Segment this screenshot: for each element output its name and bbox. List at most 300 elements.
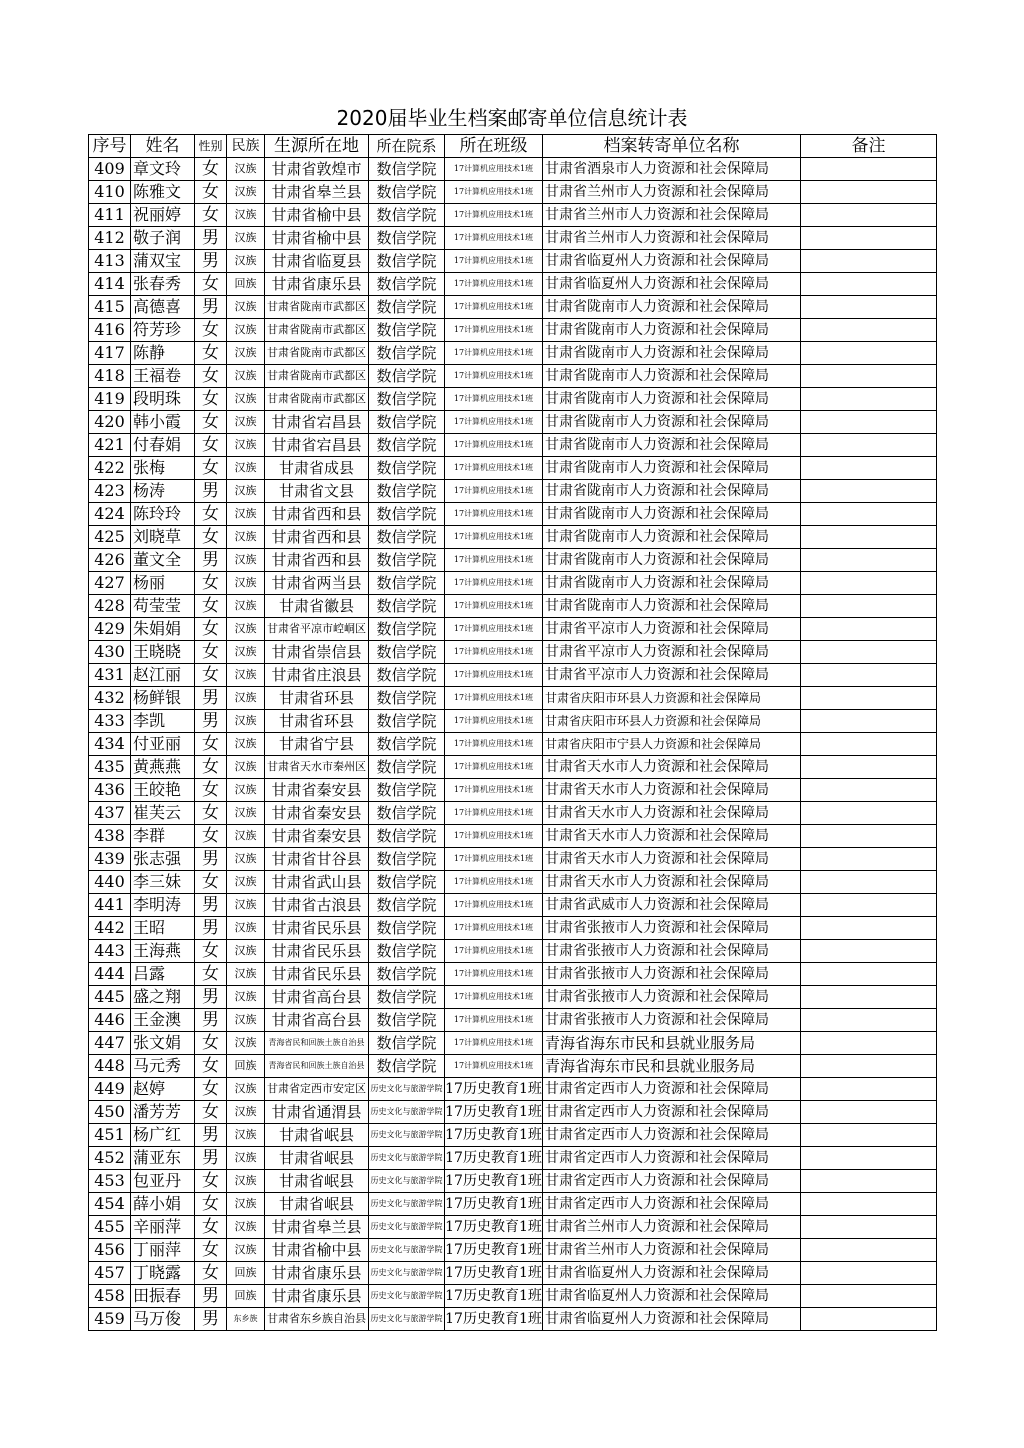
origin-place: 甘肃省陇南市武都区 (265, 342, 369, 365)
class-name: 17计算机应用技术1班 (445, 526, 543, 549)
table-row (89, 158, 937, 181)
class-name: 17计算机应用技术1班 (445, 480, 543, 503)
origin-place: 甘肃省秦安县 (265, 802, 369, 825)
class-name: 17计算机应用技术1班 (445, 296, 543, 319)
row-number: 411 (89, 204, 131, 227)
ethnicity: 汉族 (227, 204, 265, 227)
remark (801, 1101, 937, 1124)
student-name: 蒲双宝 (131, 250, 195, 273)
origin-place: 甘肃省秦安县 (265, 779, 369, 802)
archive-unit: 甘肃省兰州市人力资源和社会保障局 (543, 1239, 801, 1262)
table-row (89, 1285, 937, 1308)
remark (801, 503, 937, 526)
department: 历史文化与旅游学院 (369, 1124, 445, 1147)
col-header: 备注 (801, 135, 937, 158)
archive-unit: 甘肃省定西市人力资源和社会保障局 (543, 1101, 801, 1124)
ethnicity: 汉族 (227, 917, 265, 940)
origin-place: 甘肃省平凉市崆峒区 (265, 618, 369, 641)
student-name: 杨涛 (131, 480, 195, 503)
origin-place: 甘肃省民乐县 (265, 940, 369, 963)
table-row (89, 1055, 937, 1078)
department: 数信学院 (369, 227, 445, 250)
student-name: 刘晓草 (131, 526, 195, 549)
origin-place: 甘肃省民乐县 (265, 917, 369, 940)
remark (801, 1009, 937, 1032)
archive-unit: 甘肃省张掖市人力资源和社会保障局 (543, 917, 801, 940)
row-number: 459 (89, 1308, 131, 1331)
ethnicity: 汉族 (227, 595, 265, 618)
department: 历史文化与旅游学院 (369, 1308, 445, 1331)
archive-unit: 甘肃省临夏州人力资源和社会保障局 (543, 1262, 801, 1285)
gender: 女 (195, 434, 227, 457)
row-number: 444 (89, 963, 131, 986)
row-number: 451 (89, 1124, 131, 1147)
row-number: 458 (89, 1285, 131, 1308)
origin-place: 甘肃省皋兰县 (265, 181, 369, 204)
archive-unit: 甘肃省定西市人力资源和社会保障局 (543, 1147, 801, 1170)
class-name: 17计算机应用技术1班 (445, 181, 543, 204)
student-name: 高德喜 (131, 296, 195, 319)
ethnicity: 汉族 (227, 572, 265, 595)
ethnicity: 汉族 (227, 1216, 265, 1239)
class-name: 17计算机应用技术1班 (445, 825, 543, 848)
table-row (89, 779, 937, 802)
origin-place: 甘肃省榆中县 (265, 204, 369, 227)
class-name: 17计算机应用技术1班 (445, 319, 543, 342)
archive-unit: 甘肃省武威市人力资源和社会保障局 (543, 894, 801, 917)
department: 数信学院 (369, 365, 445, 388)
class-name: 17计算机应用技术1班 (445, 273, 543, 296)
remark (801, 963, 937, 986)
department: 数信学院 (369, 319, 445, 342)
remark (801, 158, 937, 181)
origin-place: 甘肃省定西市安定区 (265, 1078, 369, 1101)
archive-unit: 甘肃省定西市人力资源和社会保障局 (543, 1170, 801, 1193)
origin-place: 青海省民和回族土族自治县 (265, 1055, 369, 1078)
col-header: 性别 (195, 135, 227, 158)
remark (801, 572, 937, 595)
gender: 女 (195, 342, 227, 365)
origin-place: 甘肃省古浪县 (265, 894, 369, 917)
student-name: 丁丽萍 (131, 1239, 195, 1262)
table-row (89, 1239, 937, 1262)
row-number: 417 (89, 342, 131, 365)
remark (801, 986, 937, 1009)
class-name: 17计算机应用技术1班 (445, 434, 543, 457)
remark (801, 1262, 937, 1285)
student-name: 赵婷 (131, 1078, 195, 1101)
department: 历史文化与旅游学院 (369, 1262, 445, 1285)
row-number: 429 (89, 618, 131, 641)
gender: 男 (195, 480, 227, 503)
ethnicity: 汉族 (227, 250, 265, 273)
row-number: 418 (89, 365, 131, 388)
class-name: 17计算机应用技术1班 (445, 342, 543, 365)
student-name: 吕露 (131, 963, 195, 986)
row-number: 414 (89, 273, 131, 296)
gender: 男 (195, 1009, 227, 1032)
remark (801, 181, 937, 204)
table-row (89, 480, 937, 503)
table-row (89, 250, 937, 273)
archive-unit: 甘肃省临夏州人力资源和社会保障局 (543, 273, 801, 296)
department: 数信学院 (369, 733, 445, 756)
remark (801, 1078, 937, 1101)
table-row (89, 1101, 937, 1124)
archive-unit: 甘肃省酒泉市人力资源和社会保障局 (543, 158, 801, 181)
class-name: 17计算机应用技术1班 (445, 871, 543, 894)
ethnicity: 汉族 (227, 388, 265, 411)
remark (801, 319, 937, 342)
archive-unit: 甘肃省天水市人力资源和社会保障局 (543, 871, 801, 894)
student-name: 王晓晓 (131, 641, 195, 664)
table-row (89, 296, 937, 319)
gender: 女 (195, 503, 227, 526)
student-name: 韩小霞 (131, 411, 195, 434)
origin-place: 甘肃省庄浪县 (265, 664, 369, 687)
ethnicity: 汉族 (227, 1009, 265, 1032)
department: 数信学院 (369, 963, 445, 986)
class-name: 17计算机应用技术1班 (445, 779, 543, 802)
gender: 男 (195, 1124, 227, 1147)
class-name: 17计算机应用技术1班 (445, 549, 543, 572)
row-number: 445 (89, 986, 131, 1009)
department: 数信学院 (369, 158, 445, 181)
student-name: 敬子润 (131, 227, 195, 250)
gender: 女 (195, 641, 227, 664)
ethnicity: 汉族 (227, 296, 265, 319)
table-row (89, 687, 937, 710)
row-number: 409 (89, 158, 131, 181)
ethnicity: 回族 (227, 1262, 265, 1285)
table-body (89, 158, 937, 1331)
student-name: 朱娟娟 (131, 618, 195, 641)
remark (801, 940, 937, 963)
row-number: 422 (89, 457, 131, 480)
archive-unit: 甘肃省天水市人力资源和社会保障局 (543, 756, 801, 779)
ethnicity: 汉族 (227, 664, 265, 687)
row-number: 424 (89, 503, 131, 526)
row-number: 428 (89, 595, 131, 618)
archive-unit: 甘肃省陇南市人力资源和社会保障局 (543, 549, 801, 572)
remark (801, 848, 937, 871)
student-name: 蒲亚东 (131, 1147, 195, 1170)
origin-place: 甘肃省敦煌市 (265, 158, 369, 181)
archive-unit: 甘肃省天水市人力资源和社会保障局 (543, 825, 801, 848)
class-name: 17历史教育1班 (445, 1239, 543, 1262)
row-number: 456 (89, 1239, 131, 1262)
row-number: 442 (89, 917, 131, 940)
archive-unit: 甘肃省兰州市人力资源和社会保障局 (543, 1216, 801, 1239)
ethnicity: 汉族 (227, 319, 265, 342)
department: 历史文化与旅游学院 (369, 1147, 445, 1170)
department: 历史文化与旅游学院 (369, 1078, 445, 1101)
class-name: 17计算机应用技术1班 (445, 664, 543, 687)
gender: 女 (195, 1262, 227, 1285)
ethnicity: 汉族 (227, 411, 265, 434)
gender: 男 (195, 1147, 227, 1170)
row-number: 432 (89, 687, 131, 710)
class-name: 17历史教育1班 (445, 1101, 543, 1124)
gender: 女 (195, 1032, 227, 1055)
origin-place: 甘肃省通渭县 (265, 1101, 369, 1124)
remark (801, 227, 937, 250)
gender: 女 (195, 825, 227, 848)
remark (801, 687, 937, 710)
department: 数信学院 (369, 1032, 445, 1055)
ethnicity: 汉族 (227, 365, 265, 388)
class-name: 17历史教育1班 (445, 1285, 543, 1308)
department: 数信学院 (369, 411, 445, 434)
remark (801, 549, 937, 572)
col-header: 民族 (227, 135, 265, 158)
col-header: 姓名 (131, 135, 195, 158)
ethnicity: 汉族 (227, 503, 265, 526)
table-row (89, 1193, 937, 1216)
archive-unit: 甘肃省兰州市人力资源和社会保障局 (543, 181, 801, 204)
gender: 男 (195, 250, 227, 273)
gender: 女 (195, 1193, 227, 1216)
student-name: 黄燕燕 (131, 756, 195, 779)
gender: 男 (195, 848, 227, 871)
student-name: 马元秀 (131, 1055, 195, 1078)
ethnicity: 汉族 (227, 480, 265, 503)
col-header: 档案转寄单位名称 (543, 135, 801, 158)
class-name: 17计算机应用技术1班 (445, 733, 543, 756)
department: 数信学院 (369, 480, 445, 503)
archive-table (88, 134, 937, 1331)
remark (801, 1124, 937, 1147)
row-number: 440 (89, 871, 131, 894)
gender: 女 (195, 273, 227, 296)
table-row (89, 227, 937, 250)
ethnicity: 汉族 (227, 1032, 265, 1055)
class-name: 17计算机应用技术1班 (445, 503, 543, 526)
department: 历史文化与旅游学院 (369, 1170, 445, 1193)
origin-place: 甘肃省康乐县 (265, 1262, 369, 1285)
row-number: 447 (89, 1032, 131, 1055)
class-name: 17历史教育1班 (445, 1262, 543, 1285)
table-row (89, 641, 937, 664)
department: 数信学院 (369, 342, 445, 365)
class-name: 17计算机应用技术1班 (445, 227, 543, 250)
remark (801, 1055, 937, 1078)
department: 数信学院 (369, 756, 445, 779)
origin-place: 甘肃省崇信县 (265, 641, 369, 664)
gender: 女 (195, 733, 227, 756)
ethnicity: 汉族 (227, 1193, 265, 1216)
remark (801, 1032, 937, 1055)
archive-unit: 甘肃省陇南市人力资源和社会保障局 (543, 572, 801, 595)
ethnicity: 汉族 (227, 710, 265, 733)
table-row (89, 273, 937, 296)
archive-unit: 甘肃省定西市人力资源和社会保障局 (543, 1193, 801, 1216)
archive-unit: 甘肃省临夏州人力资源和社会保障局 (543, 250, 801, 273)
department: 数信学院 (369, 618, 445, 641)
table-row (89, 365, 937, 388)
ethnicity: 汉族 (227, 894, 265, 917)
archive-unit: 甘肃省陇南市人力资源和社会保障局 (543, 457, 801, 480)
remark (801, 1239, 937, 1262)
origin-place: 甘肃省临夏县 (265, 250, 369, 273)
department: 数信学院 (369, 595, 445, 618)
department: 历史文化与旅游学院 (369, 1101, 445, 1124)
ethnicity: 汉族 (227, 825, 265, 848)
row-number: 425 (89, 526, 131, 549)
class-name: 17计算机应用技术1班 (445, 917, 543, 940)
gender: 男 (195, 549, 227, 572)
class-name: 17计算机应用技术1班 (445, 411, 543, 434)
row-number: 443 (89, 940, 131, 963)
table-row (89, 1032, 937, 1055)
gender: 女 (195, 526, 227, 549)
origin-place: 甘肃省武山县 (265, 871, 369, 894)
ethnicity: 汉族 (227, 687, 265, 710)
class-name: 17计算机应用技术1班 (445, 204, 543, 227)
origin-place: 甘肃省高台县 (265, 986, 369, 1009)
archive-unit: 青海省海东市民和县就业服务局 (543, 1032, 801, 1055)
archive-unit: 甘肃省陇南市人力资源和社会保障局 (543, 388, 801, 411)
ethnicity: 汉族 (227, 434, 265, 457)
ethnicity: 汉族 (227, 1147, 265, 1170)
origin-place: 甘肃省陇南市武都区 (265, 296, 369, 319)
archive-unit: 甘肃省张掖市人力资源和社会保障局 (543, 986, 801, 1009)
remark (801, 411, 937, 434)
row-number: 434 (89, 733, 131, 756)
department: 数信学院 (369, 825, 445, 848)
remark (801, 1308, 937, 1331)
student-name: 包亚丹 (131, 1170, 195, 1193)
table-row (89, 457, 937, 480)
department: 数信学院 (369, 986, 445, 1009)
table-row (89, 756, 937, 779)
department: 数信学院 (369, 503, 445, 526)
gender: 男 (195, 894, 227, 917)
ethnicity: 汉族 (227, 1078, 265, 1101)
remark (801, 273, 937, 296)
ethnicity: 东乡族 (227, 1308, 265, 1331)
table-row (89, 1262, 937, 1285)
department: 历史文化与旅游学院 (369, 1239, 445, 1262)
ethnicity: 汉族 (227, 1101, 265, 1124)
remark (801, 1193, 937, 1216)
department: 数信学院 (369, 779, 445, 802)
gender: 女 (195, 871, 227, 894)
student-name: 王金澳 (131, 1009, 195, 1032)
remark (801, 710, 937, 733)
department: 数信学院 (369, 296, 445, 319)
department: 数信学院 (369, 641, 445, 664)
remark (801, 457, 937, 480)
class-name: 17历史教育1班 (445, 1147, 543, 1170)
archive-unit: 甘肃省庆阳市宁县人力资源和社会保障局 (543, 733, 801, 756)
origin-place: 甘肃省皋兰县 (265, 1216, 369, 1239)
class-name: 17计算机应用技术1班 (445, 618, 543, 641)
gender: 女 (195, 1078, 227, 1101)
col-header: 所在班级 (445, 135, 543, 158)
class-name: 17历史教育1班 (445, 1078, 543, 1101)
col-header: 序号 (89, 135, 131, 158)
gender: 女 (195, 457, 227, 480)
table-row (89, 802, 937, 825)
class-name: 17计算机应用技术1班 (445, 848, 543, 871)
archive-unit: 甘肃省临夏州人力资源和社会保障局 (543, 1285, 801, 1308)
origin-place: 甘肃省西和县 (265, 549, 369, 572)
header-row (89, 135, 937, 158)
department: 数信学院 (369, 940, 445, 963)
row-number: 449 (89, 1078, 131, 1101)
remark (801, 388, 937, 411)
student-name: 盛之翔 (131, 986, 195, 1009)
page-title: 2020届毕业生档案邮寄单位信息统计表 (336, 106, 688, 130)
remark (801, 595, 937, 618)
gender: 女 (195, 940, 227, 963)
table-row (89, 319, 937, 342)
class-name: 17计算机应用技术1班 (445, 1032, 543, 1055)
student-name: 杨广红 (131, 1124, 195, 1147)
table-row (89, 388, 937, 411)
table-row (89, 1216, 937, 1239)
class-name: 17历史教育1班 (445, 1193, 543, 1216)
gender: 女 (195, 572, 227, 595)
ethnicity: 汉族 (227, 733, 265, 756)
class-name: 17计算机应用技术1班 (445, 1009, 543, 1032)
table-row (89, 894, 937, 917)
ethnicity: 回族 (227, 273, 265, 296)
gender: 女 (195, 1055, 227, 1078)
row-number: 452 (89, 1147, 131, 1170)
archive-unit: 甘肃省天水市人力资源和社会保障局 (543, 802, 801, 825)
table-row (89, 526, 937, 549)
origin-place: 甘肃省陇南市武都区 (265, 319, 369, 342)
row-number: 433 (89, 710, 131, 733)
department: 数信学院 (369, 917, 445, 940)
ethnicity: 汉族 (227, 181, 265, 204)
origin-place: 甘肃省甘谷县 (265, 848, 369, 871)
archive-unit: 甘肃省定西市人力资源和社会保障局 (543, 1124, 801, 1147)
student-name: 陈雅文 (131, 181, 195, 204)
department: 数信学院 (369, 572, 445, 595)
row-number: 435 (89, 756, 131, 779)
student-name: 王海燕 (131, 940, 195, 963)
archive-unit: 甘肃省张掖市人力资源和社会保障局 (543, 1009, 801, 1032)
class-name: 17计算机应用技术1班 (445, 756, 543, 779)
origin-place: 甘肃省榆中县 (265, 1239, 369, 1262)
archive-unit: 甘肃省庆阳市环县人力资源和社会保障局 (543, 710, 801, 733)
department: 数信学院 (369, 802, 445, 825)
class-name: 17计算机应用技术1班 (445, 710, 543, 733)
archive-unit: 甘肃省陇南市人力资源和社会保障局 (543, 434, 801, 457)
student-name: 丁晓露 (131, 1262, 195, 1285)
class-name: 17计算机应用技术1班 (445, 940, 543, 963)
gender: 女 (195, 802, 227, 825)
ethnicity: 回族 (227, 1285, 265, 1308)
gender: 男 (195, 687, 227, 710)
table-row (89, 917, 937, 940)
ethnicity: 汉族 (227, 342, 265, 365)
archive-unit: 甘肃省陇南市人力资源和社会保障局 (543, 296, 801, 319)
table-row (89, 434, 937, 457)
remark (801, 526, 937, 549)
archive-unit: 甘肃省兰州市人力资源和社会保障局 (543, 204, 801, 227)
table-row (89, 1124, 937, 1147)
gender: 男 (195, 296, 227, 319)
gender: 女 (195, 664, 227, 687)
table-row (89, 963, 937, 986)
ethnicity: 汉族 (227, 457, 265, 480)
ethnicity: 汉族 (227, 963, 265, 986)
gender: 女 (195, 595, 227, 618)
